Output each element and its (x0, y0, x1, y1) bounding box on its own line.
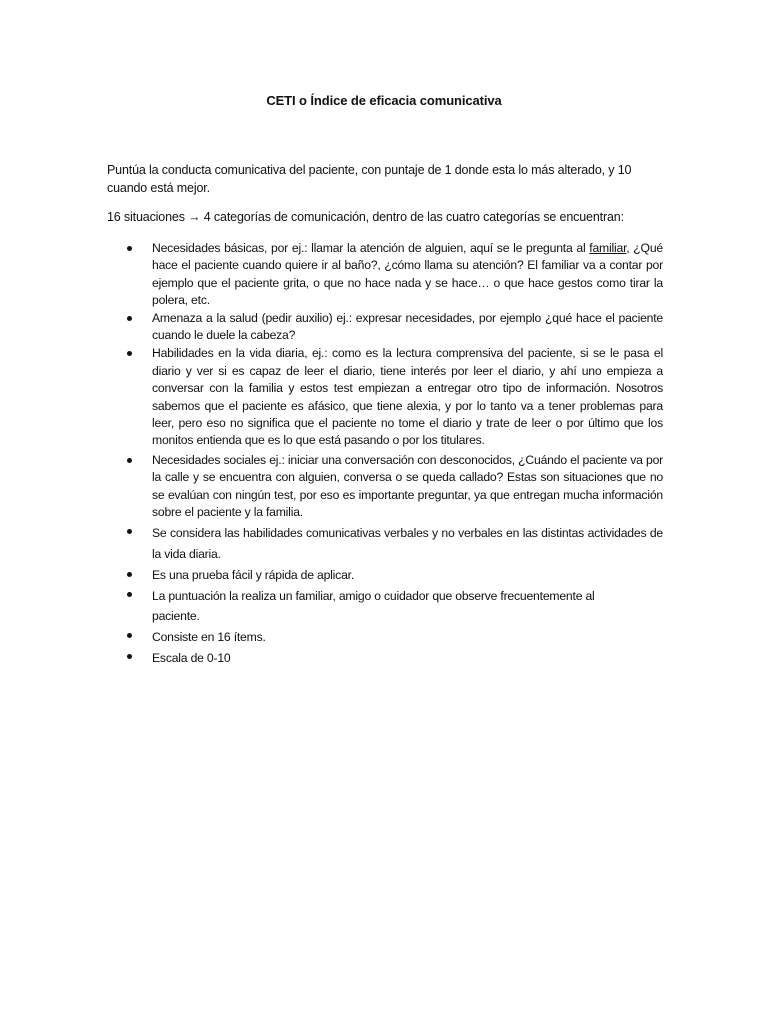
document-title: CETI o Índice de eficacia comunicativa (266, 93, 502, 108)
bullet-icon (127, 592, 132, 597)
bullet-icon (127, 572, 132, 577)
list-item-text: Escala de 0-10 (152, 650, 231, 665)
bullet-icon (127, 633, 132, 638)
bullet-list (107, 240, 663, 668)
list-item-text: Se considera las habilidades comunicativas verbales y no verbales en las distintas actividades de la vida diaria. (152, 525, 663, 561)
list-item (107, 310, 663, 345)
list-item-text: Amenaza a la salud (pedir auxilio) ej.: expresar necesidades, por ejemplo ¿qué hace el paciente cuando le duele la cabeza? (152, 310, 663, 343)
list-item-text: Necesidades sociales ej.: iniciar una conversación con desconocidos, ¿Cuándo el paciente va por la calle y se encuentra con alguien, conversa o se queda callado? Estas son situaciones que no se evalúan con ningún test, por eso es importante preguntar, ya que entregan mucha información sobre el paciente y la familia. (152, 452, 663, 520)
list-item-text: Consiste en 16 ítems. (152, 629, 266, 644)
categories-paragraph: 16 situaciones → 4 categorías de comunicación, dentro de las cuatro categorías se encuentran: (107, 210, 624, 224)
list-item (107, 345, 663, 449)
list-item (107, 566, 663, 585)
bullet-icon (127, 458, 132, 463)
list-item-text: Habilidades en la vida diaria, ej.: como es la lectura comprensiva del paciente, si se le pasa el diario y ver si es capaz de leer el diario, tiene interés por leer el diario, y ahí uno empieza a conversar con la familia y estos test empiezan a entregar otro tipo de información. Nosotros sabemos que el paciente es afásico, que tiene alexia, y por lo tanto va a tener problemas para leer, pero eso no significa que el paciente no tome el diario y trate de leer o por último que los monitos entienda que es lo que está pasando o por los titulares. (152, 346, 663, 448)
bullet-icon (127, 246, 132, 251)
list-item (107, 523, 663, 565)
list-item (107, 648, 663, 668)
underlined-word: familiar (589, 241, 627, 255)
list-item (107, 627, 663, 647)
list-item-text: La puntuación la realiza un familiar, amigo o cuidador que observe frecuentemente al paciente. (152, 588, 595, 623)
bullet-icon (127, 351, 132, 356)
bullet-icon (127, 529, 132, 534)
intro-paragraph: Puntúa la conducta comunicativa del paciente, con puntaje de 1 donde esta lo más alterado, y 10 cuando está mejor. (107, 163, 632, 195)
list-item-text: Es una prueba fácil y rápida de aplicar. (152, 567, 355, 582)
list-item (107, 240, 663, 310)
list-item (107, 586, 663, 626)
bullet-icon (127, 316, 132, 321)
list-item (107, 452, 663, 522)
bullet-icon (127, 654, 132, 659)
list-item-text: Necesidades básicas, por ej.: llamar la atención de alguien, aquí se le pregunta al familiar, ¿Qué hace el paciente cuando quiere ir al baño?, ¿cómo llama su atención? El familiar va a contar por ejemplo que el paciente grita, o que no hace nada y se hace… o que hace gestos como tirar la polera, etc. (152, 241, 663, 308)
